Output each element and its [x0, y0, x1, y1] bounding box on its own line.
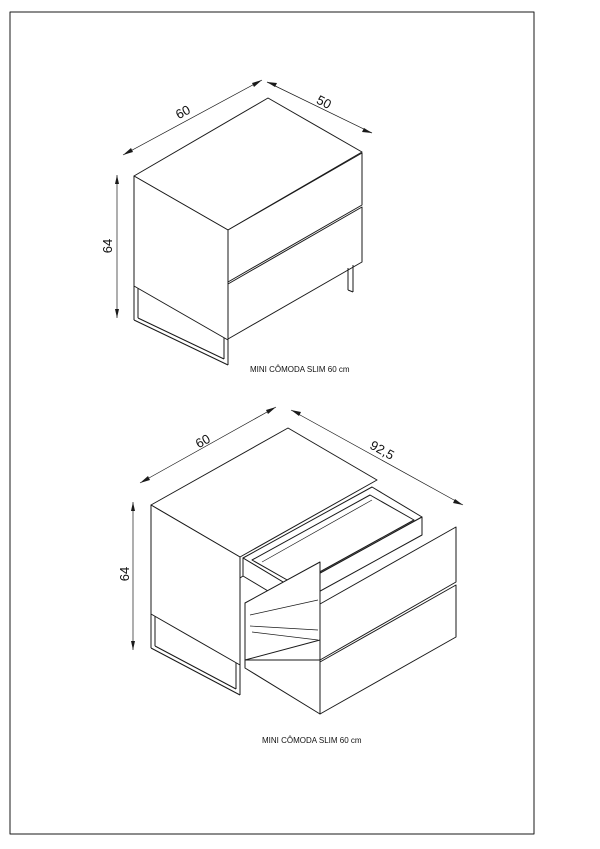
caption-closed: MINI CÔMODA SLIM 60 cm: [250, 365, 350, 374]
view-closed: [100, 80, 372, 374]
width-dimension-label: 60: [172, 102, 193, 123]
height-dimension-label: 64: [117, 566, 132, 582]
height-dimension-label: 64: [100, 238, 115, 254]
height-dimension-line: [115, 175, 119, 318]
depth-dimension-label: 50: [314, 92, 334, 112]
depth-dimension-label: 92,5: [367, 437, 397, 463]
view-open: [117, 407, 463, 745]
caption-open: MINI CÔMODA SLIM 60 cm: [262, 736, 362, 745]
width-dimension-label: 60: [192, 430, 213, 452]
